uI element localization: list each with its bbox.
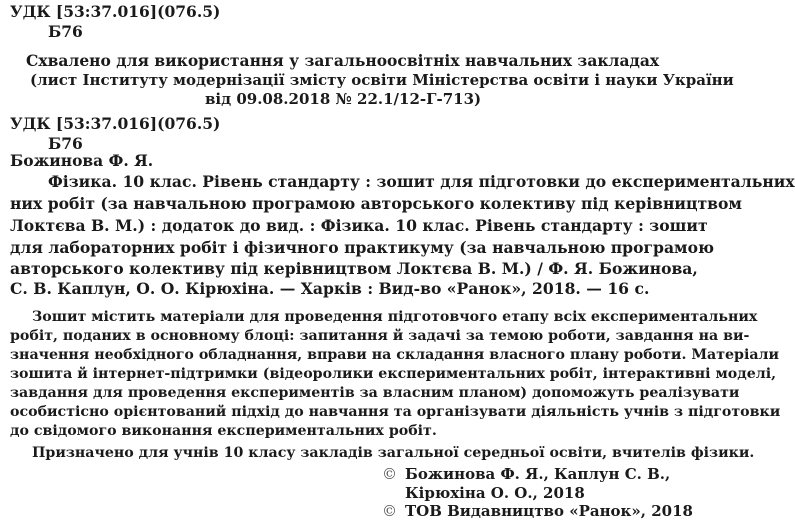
annotation-line: Зошит містить матеріали для проведення підготовчого етапу всіх експериментальних xyxy=(32,309,758,325)
annotation-line: значення необхідного обладнання, вправи на складання власного плану роботи. Матеріали xyxy=(10,347,780,363)
description-line: Фізика. 10 клас. Рівень стандарту : зошит для підготовки до експериментальних xyxy=(48,172,795,191)
author-heading: Божинова Ф. Я. xyxy=(10,151,154,170)
approval-note-line1: (лист Інституту модернізації змісту освіти Міністерства освіти і науки України xyxy=(30,71,734,89)
description-line: для лабораторних робіт і фізичного практикуму (за навчальною програмою xyxy=(10,238,714,257)
copyright-symbol: © xyxy=(382,502,397,520)
annotation-line: зошита й інтернет-підтримки (відеоролики експериментальних робіт, інтерактивні моделі, xyxy=(10,366,777,382)
description-line: С. В. Каплун, О. О. Кірюхіна. — Харків : Вид-во «Ранок», 2018. — 16 с. xyxy=(10,279,650,298)
annotation-line: особистісно орієнтований підхід до навчання та організувати діяльність учнів з підготовки xyxy=(10,404,781,420)
copyright-authors-line1: Божинова Ф. Я., Каплун С. В., xyxy=(405,465,671,483)
approval-title: Схвалено для використання у загальноосвітніх навчальних закладах xyxy=(26,51,660,70)
code-record: Б76 xyxy=(48,134,83,153)
purpose-statement: Призначено для учнів 10 класу закладів загальної середньої освіти, вчителів фізики. xyxy=(32,445,755,461)
description-line: Локтєва В. М.) : додаток до вид. : Фізика. 10 клас. Рівень стандарту : зошит xyxy=(10,216,708,235)
copyright-authors-line2: Кірюхіна О. О., 2018 xyxy=(405,484,585,502)
annotation-line: до свідомого виконання експериментальних робіт. xyxy=(10,423,437,439)
annotation-line: робіт, поданих в основному блоці: запитання й задачі за темою роботи, завдання на ви- xyxy=(10,328,750,344)
copyright-symbol: © xyxy=(382,465,397,483)
annotation-line: завдання для проведення експериментів за власним планом) допоможуть реалізувати xyxy=(10,385,740,401)
udk-top: УДК [53:37.016](076.5) xyxy=(10,2,221,21)
udk-record: УДК [53:37.016](076.5) xyxy=(10,114,221,133)
copyright-publisher: ТОВ Видавництво «Ранок», 2018 xyxy=(405,502,693,520)
code-top: Б76 xyxy=(48,22,83,41)
approval-note-line2: від 09.08.2018 № 22.1/12-Г-713) xyxy=(205,90,482,108)
description-line: авторського колективу під керівництвом Локтєва В. М.) / Ф. Я. Божинова, xyxy=(10,259,698,278)
description-line: них робіт (за навчальною програмою авторського колективу під керівництвом xyxy=(10,194,742,213)
